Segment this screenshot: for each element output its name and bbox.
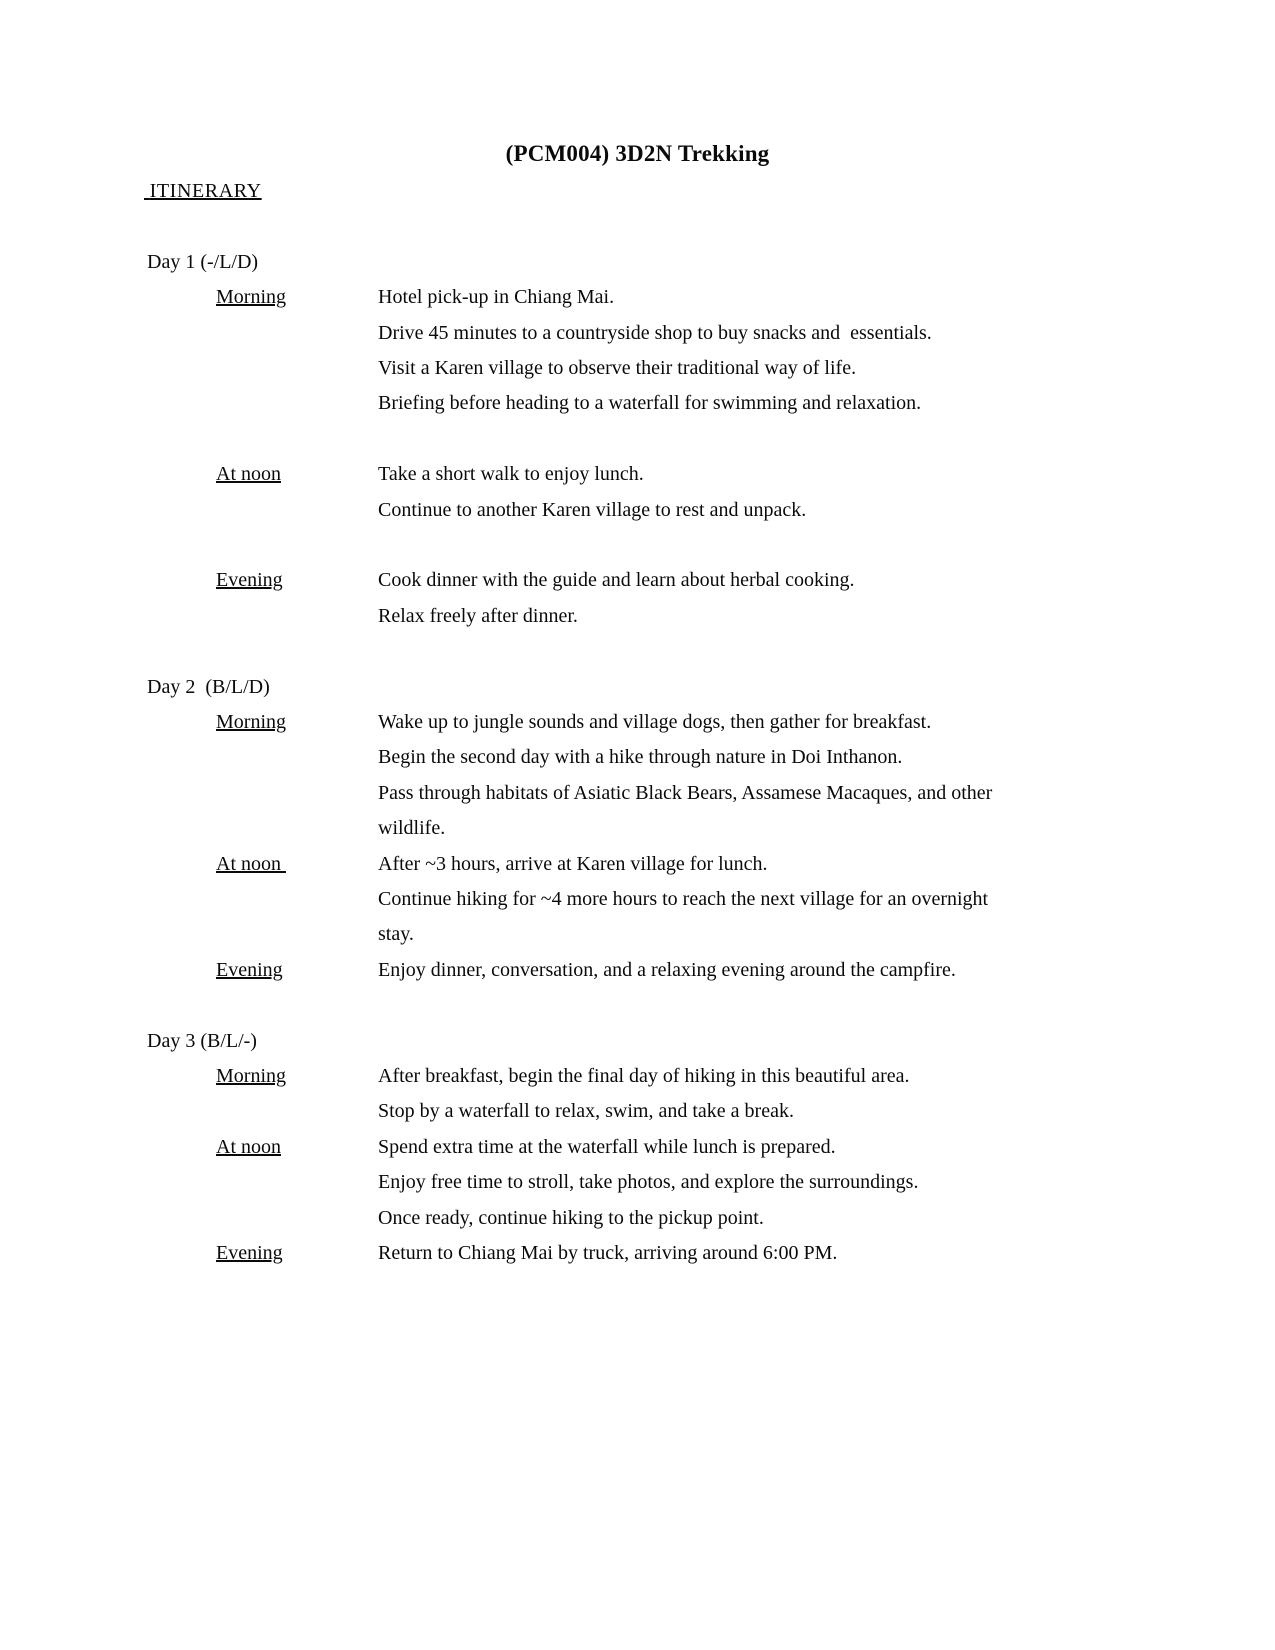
itinerary-line: Spend extra time at the waterfall while lunch is prepared. [378, 1135, 836, 1158]
itinerary-line: Take a short walk to enjoy lunch. [378, 463, 644, 486]
time-label: Morning [216, 711, 286, 734]
time-slot [0, 563, 1275, 634]
itinerary-line: After breakfast, begin the final day of hiking in this beautiful area. [378, 1065, 910, 1088]
day-heading: Day 2 (B/L/D) [147, 675, 270, 698]
time-slot [0, 1059, 1275, 1130]
itinerary-line: Enjoy dinner, conversation, and a relaxing evening around the campfire. [378, 958, 956, 981]
slot-lines [378, 1130, 1275, 1236]
itinerary-line: After ~3 hours, arrive at Karen village for lunch. [378, 852, 768, 875]
slot-lines [378, 847, 1275, 953]
itinerary-line: Briefing before heading to a waterfall for swimming and relaxation. [378, 392, 922, 415]
time-cell [216, 457, 378, 492]
itinerary-line: Once ready, continue hiking to the pickup point. [378, 1206, 764, 1229]
itinerary-line: Relax freely after dinner. [378, 604, 578, 627]
time-slot [0, 280, 1275, 422]
slot-lines [378, 563, 1275, 634]
itinerary-line: Drive 45 minutes to a countryside shop to buy snacks and essentials. [378, 321, 932, 344]
time-slot [0, 1236, 1275, 1271]
itinerary-line: stay. [378, 923, 414, 946]
itinerary-line: Stop by a waterfall to relax, swim, and take a break. [378, 1100, 794, 1123]
time-label: At noon [216, 852, 286, 875]
document-title: (PCM004) 3D2N Trekking [505, 141, 770, 166]
itinerary-line: Visit a Karen village to observe their traditional way of life. [378, 357, 857, 380]
time-slot [0, 705, 1275, 847]
day-heading: Day 1 (-/L/D) [147, 250, 259, 273]
slots [0, 280, 1275, 634]
time-slot [0, 457, 1275, 528]
time-label: Morning [216, 286, 286, 309]
time-label: At noon [216, 463, 281, 486]
itinerary-line: wildlife. [378, 817, 446, 840]
time-cell [216, 847, 378, 882]
time-slot [0, 847, 1275, 953]
itinerary-line: Continue to another Karen village to rest and unpack. [378, 498, 807, 521]
day-section [0, 670, 1275, 989]
itinerary-line: Cook dinner with the guide and learn about herbal cooking. [378, 569, 855, 592]
itinerary-line: Begin the second day with a hike through nature in Doi Inthanon. [378, 746, 903, 769]
time-label: Evening [216, 958, 283, 981]
days-container [0, 245, 1275, 1272]
slot-lines [378, 953, 1275, 988]
time-cell [216, 705, 378, 740]
time-label: Evening [216, 569, 283, 592]
day-heading: Day 3 (B/L/-) [147, 1029, 257, 1052]
day-section [0, 1024, 1275, 1272]
itinerary-heading-text: ITINERARY [144, 180, 262, 202]
slot-lines [378, 705, 1275, 847]
itinerary-line: Wake up to jungle sounds and village dogs, then gather for breakfast. [378, 711, 932, 734]
day-section [0, 245, 1275, 634]
slots [0, 1059, 1275, 1271]
time-cell [216, 1059, 378, 1094]
itinerary-heading [0, 174, 1275, 209]
time-cell [216, 563, 378, 598]
time-label: At noon [216, 1135, 281, 1158]
itinerary-line: Pass through habitats of Asiatic Black Bears, Assamese Macaques, and other [378, 781, 993, 804]
slot-lines [378, 457, 1275, 528]
time-cell [216, 280, 378, 315]
itinerary-line: Hotel pick-up in Chiang Mai. [378, 286, 615, 309]
itinerary-line: Enjoy free time to stroll, take photos, and explore the surroundings. [378, 1171, 919, 1194]
time-cell [216, 1236, 378, 1271]
time-slot [0, 953, 1275, 988]
itinerary-line: Return to Chiang Mai by truck, arriving around 6:00 PM. [378, 1242, 838, 1265]
time-cell [216, 1130, 378, 1165]
time-label: Morning [216, 1065, 286, 1088]
slot-lines [378, 1236, 1275, 1271]
time-slot [0, 1130, 1275, 1236]
itinerary-line: Continue hiking for ~4 more hours to reach the next village for an overnight [378, 888, 989, 911]
slot-lines [378, 1059, 1275, 1130]
time-cell [216, 953, 378, 988]
time-label: Evening [216, 1242, 283, 1265]
slots [0, 705, 1275, 988]
slot-lines [378, 280, 1275, 422]
